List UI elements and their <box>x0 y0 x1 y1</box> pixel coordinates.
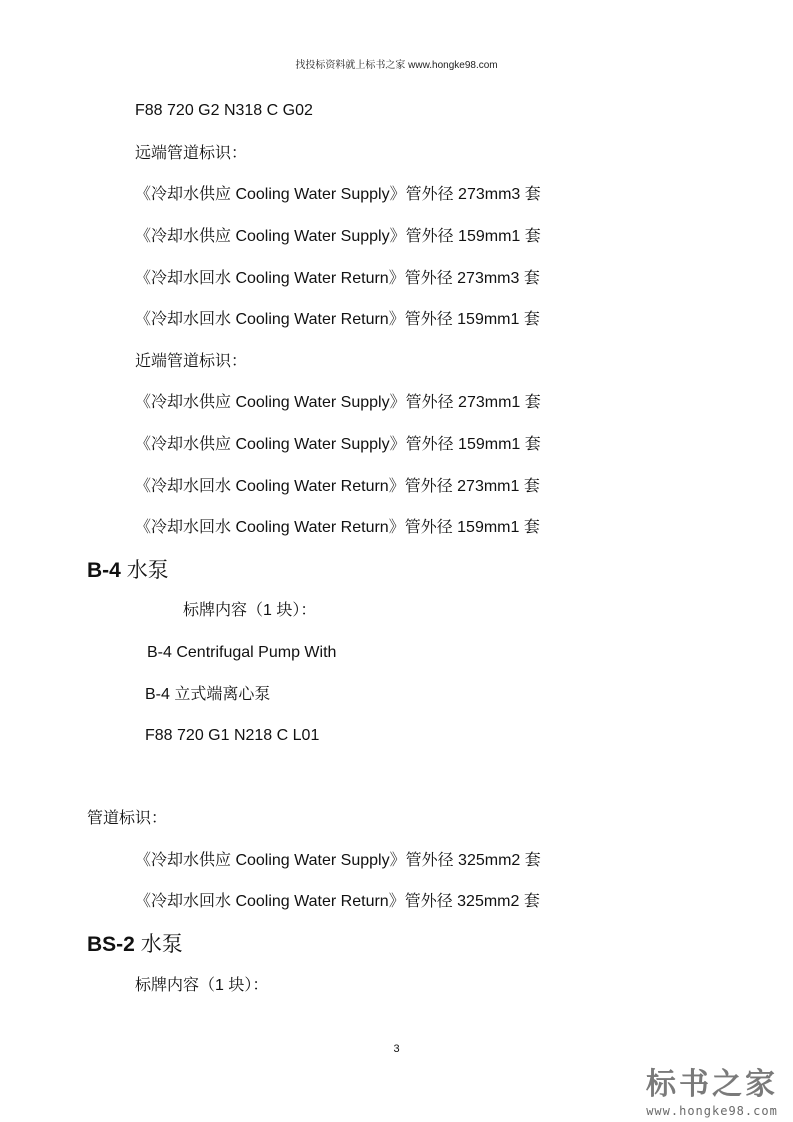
text-line: 《冷却水供应 Cooling Water Supply》管外径 273mm1 套 <box>135 394 541 411</box>
text-line: 《冷却水回水 Cooling Water Return》管外径 159mm1 套 <box>135 311 540 328</box>
section-title: 水泵 <box>140 933 183 956</box>
section-title: 水泵 <box>126 559 169 582</box>
plate-item: B-4 Centrifugal Pump With <box>147 644 337 661</box>
section-code: BS-2 <box>87 933 135 956</box>
pipe-item: 《冷却水供应 Cooling Water Supply》管外径 325mm2 套 <box>135 852 541 869</box>
text-line: 《冷却水供应 Cooling Water Supply》管外径 273mm3 套 <box>135 186 541 203</box>
watermark-logo <box>632 1068 792 1118</box>
plate-heading: 标牌内容（1 块）： <box>183 602 317 619</box>
page-number: 3 <box>393 1043 400 1055</box>
text-line: 近端管道标识： <box>135 353 248 370</box>
plate-item: F88 720 G1 N218 C L01 <box>145 727 320 744</box>
watermark-url: www.hongke98.com <box>646 1104 778 1118</box>
section-heading-b4 <box>87 558 169 584</box>
section-heading-bs2 <box>87 932 183 958</box>
text-line: 《冷却水回水 Cooling Water Return》管外径 273mm3 套 <box>135 270 540 287</box>
plate-heading: 标牌内容（1 块）： <box>135 977 269 994</box>
plate-item: B-4 立式端离心泵 <box>145 686 271 703</box>
text-line: 远端管道标识： <box>135 145 248 162</box>
text-line: 《冷却水供应 Cooling Water Supply》管外径 159mm1 套 <box>135 436 541 453</box>
text-line: F88 720 G2 N318 C G02 <box>135 102 313 119</box>
page-header: 找投标资料就上标书之家 www.hongke98.com <box>295 60 498 71</box>
pipe-item: 《冷却水回水 Cooling Water Return》管外径 325mm2 套 <box>135 893 540 910</box>
text-line: 《冷却水供应 Cooling Water Supply》管外径 159mm1 套 <box>135 228 541 245</box>
watermark-title: 标书之家 <box>646 1068 778 1101</box>
pipe-heading: 管道标识： <box>87 810 168 827</box>
section-code: B-4 <box>87 559 121 582</box>
text-line: 《冷却水回水 Cooling Water Return》管外径 273mm1 套 <box>135 478 540 495</box>
text-line: 《冷却水回水 Cooling Water Return》管外径 159mm1 套 <box>135 519 540 536</box>
